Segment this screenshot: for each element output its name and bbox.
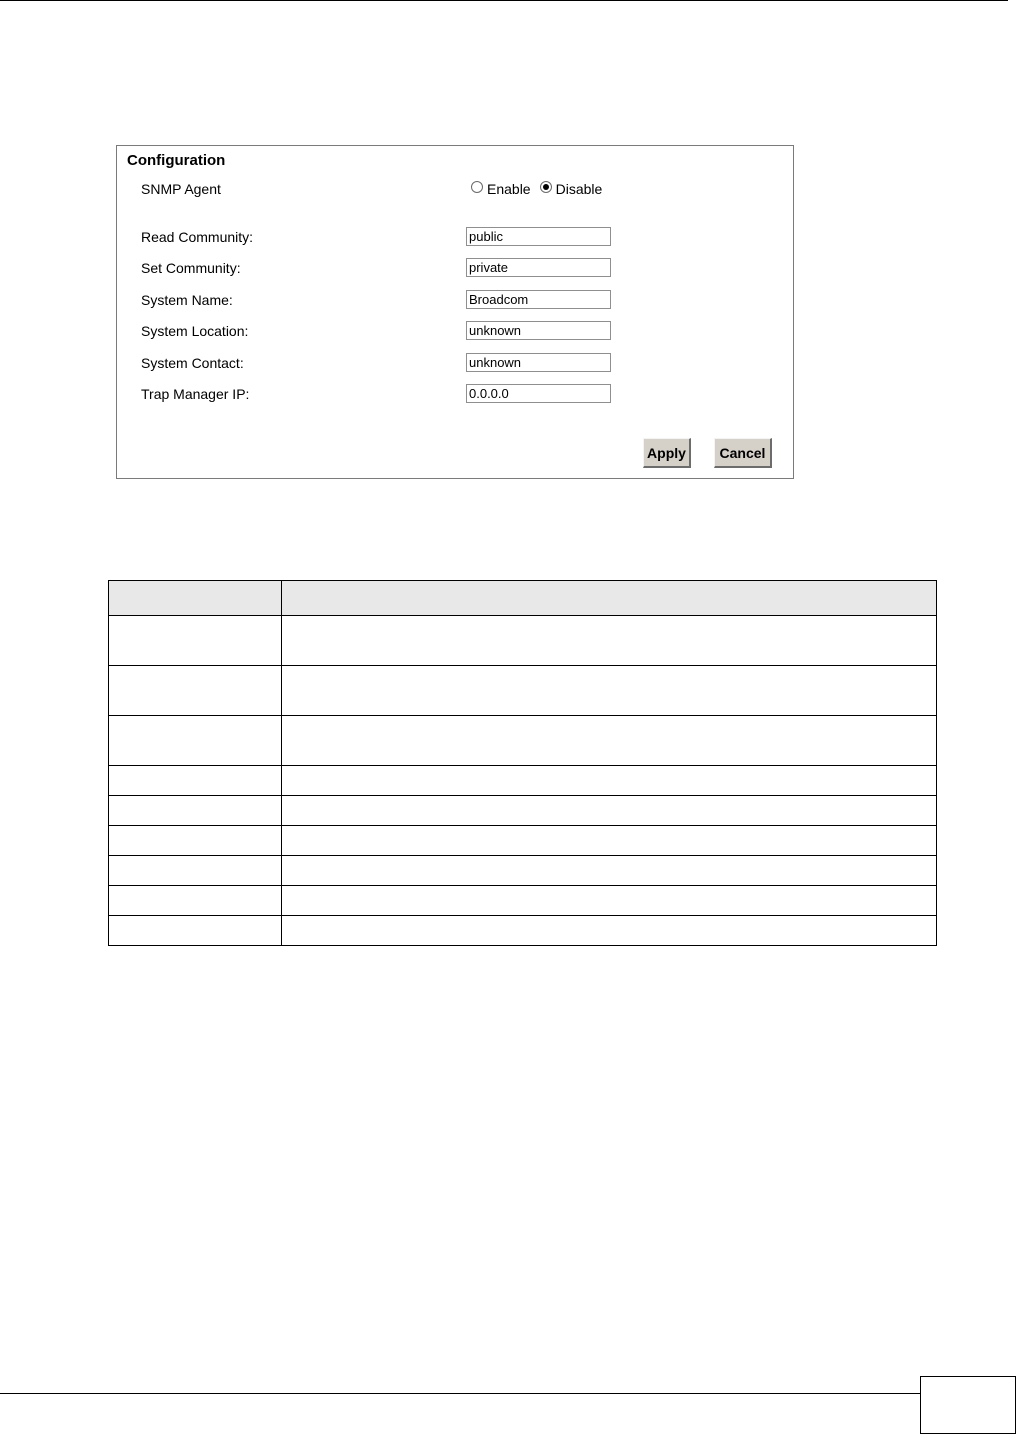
table-cell-description [282, 666, 937, 716]
table-cell-label [109, 886, 282, 916]
set-community-row [141, 260, 781, 280]
snmp-agent-radio-group [471, 181, 611, 197]
system-location-row [141, 323, 781, 343]
system-contact-input[interactable]: unknown [466, 353, 611, 372]
header-rule [0, 0, 1008, 1]
table-row [109, 716, 937, 766]
table-cell-description [282, 856, 937, 886]
panel-title: Configuration [127, 152, 226, 169]
system-location-input[interactable]: unknown [466, 321, 611, 340]
system-contact-row [141, 355, 781, 375]
system-location-label: System Location: [141, 323, 249, 339]
snmp-enable-radio[interactable] [471, 181, 483, 193]
table-cell-label [109, 766, 282, 796]
table-cell-description [282, 796, 937, 826]
table-header-label [109, 581, 282, 616]
table-cell-description [282, 826, 937, 856]
table-cell-description [282, 716, 937, 766]
table-row [109, 856, 937, 886]
apply-button[interactable]: Apply [643, 438, 691, 468]
table-row [109, 796, 937, 826]
table-row [109, 886, 937, 916]
configuration-panel [116, 145, 794, 479]
read-community-row [141, 229, 781, 249]
trap-manager-ip-label: Trap Manager IP: [141, 386, 250, 402]
table-cell-label [109, 826, 282, 856]
footer-rule [0, 1393, 921, 1394]
table-cell-label [109, 666, 282, 716]
table-cell-label [109, 916, 282, 946]
table-cell-label [109, 716, 282, 766]
table-row [109, 666, 937, 716]
system-name-input[interactable]: Broadcom [466, 290, 611, 309]
set-community-label: Set Community: [141, 260, 241, 276]
table-cell-label [109, 616, 282, 666]
field-description-table [108, 580, 937, 946]
table-cell-description [282, 766, 937, 796]
page-number-box [920, 1376, 1016, 1434]
table-row [109, 616, 937, 666]
table-cell-description [282, 616, 937, 666]
cancel-button[interactable]: Cancel [714, 438, 772, 468]
snmp-disable-radio[interactable] [540, 181, 552, 193]
set-community-input[interactable]: private [466, 258, 611, 277]
read-community-input[interactable]: public [466, 227, 611, 246]
table-cell-label [109, 856, 282, 886]
system-name-row [141, 292, 781, 312]
table-cell-label [109, 796, 282, 826]
table-cell-description [282, 886, 937, 916]
trap-manager-ip-input[interactable]: 0.0.0.0 [466, 384, 611, 403]
snmp-disable-label: Disable [555, 181, 603, 197]
table-row [109, 916, 937, 946]
system-contact-label: System Contact: [141, 355, 244, 371]
snmp-agent-label: SNMP Agent [141, 181, 221, 197]
system-name-label: System Name: [141, 292, 233, 308]
table-header-description [282, 581, 937, 616]
table-header-row [109, 581, 937, 616]
read-community-label: Read Community: [141, 229, 254, 245]
table-row [109, 826, 937, 856]
trap-manager-ip-row [141, 386, 781, 406]
snmp-enable-label: Enable [487, 181, 531, 197]
table-row [109, 766, 937, 796]
table-cell-description [282, 916, 937, 946]
